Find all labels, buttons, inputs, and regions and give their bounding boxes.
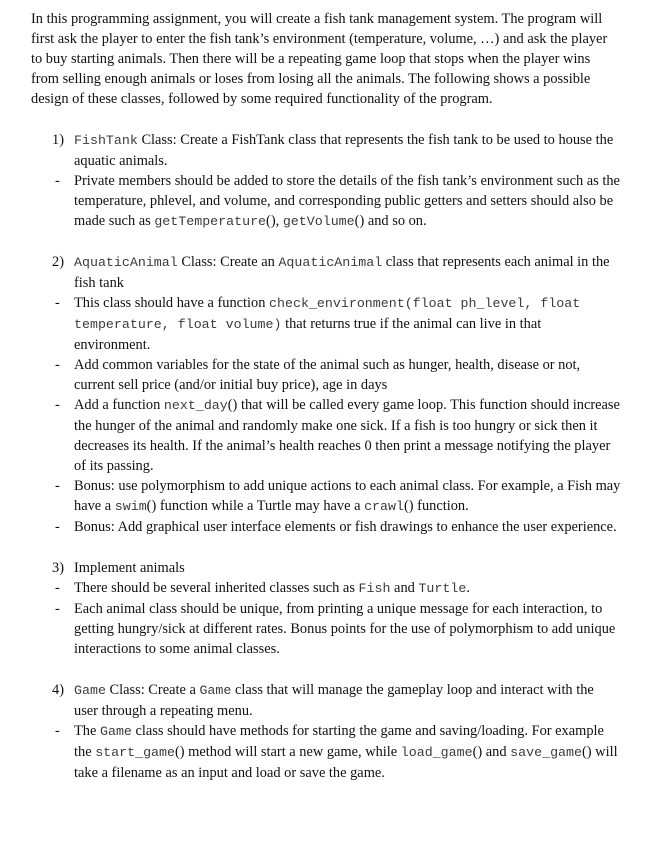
bullet-item [31,395,621,476]
bullet-text: () and [472,744,511,760]
bullet-text: () that will be called every game loop. This function should increase the hunger of the animal and randomly make one sick. If a fish is too hungry or sick then it decreases its health. If the animal’s health reaches 0 then print a message notifying the player of its passing. [74,397,620,474]
bullet-text: that returns true if the animal can live in that environment. [74,316,542,353]
bullet-dash: - [55,397,60,413]
inline-code: Turtle [418,581,467,596]
bullet-text: () function while a Turtle may have a [146,498,365,514]
section-number: 2) [52,254,64,270]
section-title-text: class that will manage the gameplay loop and interact with the user through a repeating menu. [74,682,594,719]
bullet-item [31,293,621,355]
section-number: 3) [52,560,64,576]
section-title-text: Class: Create a FishTank class that represents the fish tank to be used to house the aquatic animals. [74,132,614,169]
bullet-dash: - [55,295,60,311]
bullet-item [31,721,621,783]
class-name-code: FishTank [74,133,138,148]
section-title-text: Class: Create a [105,682,200,698]
class-name-code: AquaticAnimal [74,255,178,270]
bullet-text: There should be several inherited classes such as [74,580,359,596]
section-title-text: Implement animals [74,560,185,576]
bullet-text: Bonus: use polymorphism to add unique actions to each animal class. For example, a Fish may have a [74,478,621,514]
bullet-item [31,517,621,537]
inline-code: crawl [364,499,404,514]
bullet-item [31,578,621,599]
bullet-text: and [390,580,419,596]
bullet-text: Add common variables for the state of the animal such as hunger, health, disease or not, current sell price (and/or initial buy price), age in days [74,357,581,393]
inline-code: load_game [400,745,473,760]
bullet-dash: - [55,601,60,617]
section-heading [31,558,621,578]
section-number: 4) [52,682,64,698]
bullet-item [31,476,621,517]
bullet-text: Each animal class should be unique, from printing a unique message for each interaction, to getting hungry/sick at different rates. Bonus points for the use of polymorphism to add unique interactions to some animal classes. [74,601,616,657]
inline-code: save_game [510,745,582,760]
inline-code: check_environment(float ph_level, float temperature, float volume) [74,296,581,332]
section-fishtank [31,130,621,232]
bullet-text: () and so on. [354,213,427,229]
inline-code: start_game [95,745,175,760]
bullet-text: This class should have a function [74,295,270,311]
inline-code: swim [114,499,147,514]
bullet-text: Add a function [74,397,164,413]
inline-code: getTemperature [154,214,267,229]
inline-code: next_day [163,398,228,413]
bullet-item [31,171,621,232]
class-name-code: Game [74,683,106,698]
bullet-dash: - [55,173,60,189]
bullet-text: () function. [403,498,469,514]
inline-code: getVolume [282,214,355,229]
intro-paragraph: In this programming assignment, you will create a fish tank management system. The program will first ask the player to enter the fish tank’s environment (temperature, volume, …) and ask the player to buy starting animals. Then there will be a repeating game loop that stops when the player wins from selling enough animals or loses from losing all the animals. The following shows a possible design of these classes, followed by some required functionality of the program. [31,11,608,107]
section-game [31,680,621,783]
section-title-text: Class: Create an [177,254,279,270]
section-title-text: class that represents each animal in the fish tank [74,254,610,291]
inline-code: Game [199,683,232,698]
inline-code: Game [99,724,132,739]
section-heading [31,252,621,293]
bullet-dash: - [55,478,60,494]
inline-code: Fish [358,581,391,596]
bullet-text: class should have methods for starting the game and saving/loading. For example the [74,723,604,760]
section-heading [31,680,621,721]
section-number: 1) [52,132,64,148]
section-heading [31,130,621,171]
bullet-text: . [466,580,470,596]
bullet-text: (), [266,213,283,229]
bullet-text: Private members should be added to store the details of the fish tank’s environment such as the temperature, phlevel, and volume, and corresponding public getters and setters should also be made such as [74,173,620,229]
section-aquaticanimal [31,252,621,537]
bullet-item [31,355,621,395]
bullet-text: Bonus: Add graphical user interface elements or fish drawings to enhance the user experience. [74,519,617,535]
bullet-text: The [74,723,100,739]
bullet-dash: - [55,357,60,373]
section-implement-animals [31,558,621,659]
bullet-dash: - [55,519,60,535]
inline-code: AquaticAnimal [278,255,383,270]
bullet-item [31,599,621,659]
bullet-dash: - [55,723,60,739]
bullet-dash: - [55,580,60,596]
bullet-text: () method will start a new game, while [174,744,401,760]
bullet-text: () will take a filename as an input and load or save the game. [74,744,618,781]
